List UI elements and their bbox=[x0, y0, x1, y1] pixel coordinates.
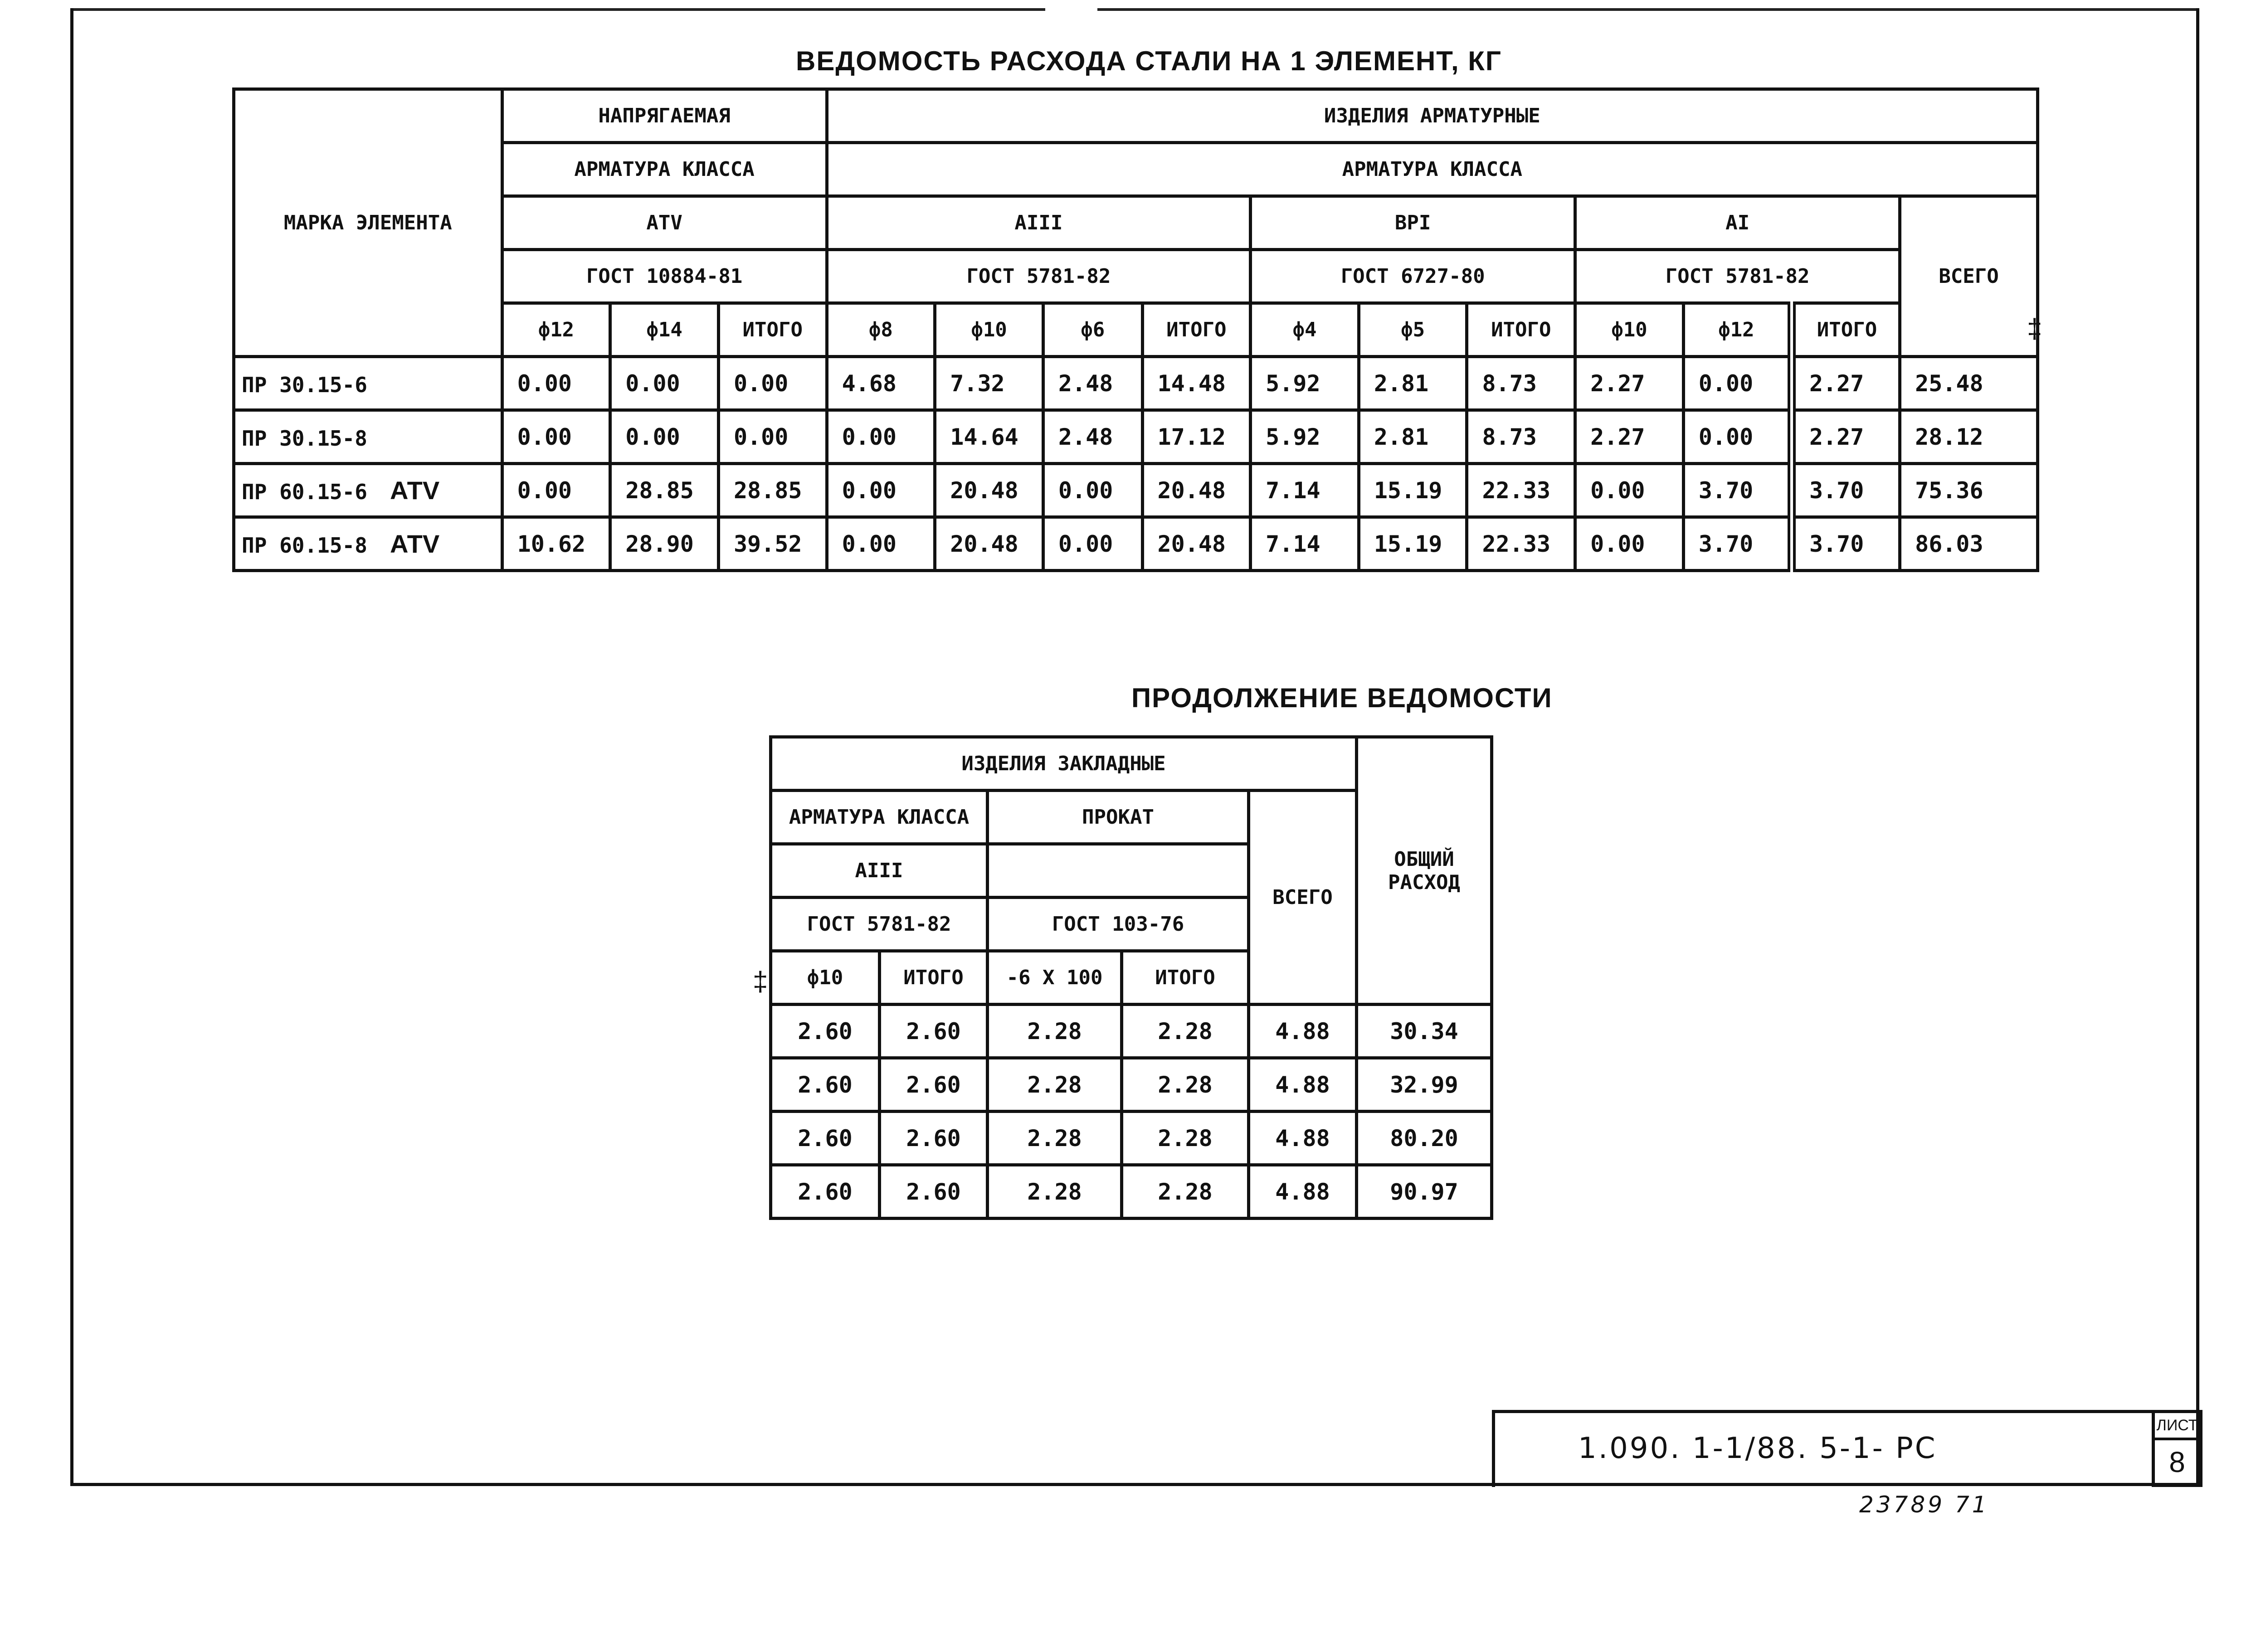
document-code: 1.090. 1-1/88. 5-1- РС bbox=[1578, 1432, 1937, 1465]
rolled-header: ПРОКАТ bbox=[988, 791, 1249, 844]
table-cell: 0.00 bbox=[502, 410, 610, 464]
embedded-items-table bbox=[769, 735, 1493, 1220]
table-cell: 4.88 bbox=[1249, 1165, 1357, 1219]
sub-header: ф10 bbox=[935, 303, 1043, 357]
table-cell: 2.60 bbox=[880, 1112, 988, 1165]
table-cell: 2.27 bbox=[1792, 357, 1900, 410]
class-atv: АТV bbox=[502, 196, 827, 250]
table-cell: 2.81 bbox=[1359, 357, 1467, 410]
table-cell: 4.88 bbox=[1249, 1005, 1357, 1058]
table-cell: 90.97 bbox=[1357, 1165, 1492, 1219]
rolled-class-empty bbox=[988, 844, 1249, 898]
table-cell: 2.60 bbox=[771, 1165, 880, 1219]
dimension-tick: ‡ bbox=[2027, 313, 2042, 344]
table-cell: 10.62 bbox=[502, 517, 610, 571]
gost-vri: ГОСТ 6727-80 bbox=[1251, 250, 1575, 303]
table-cell: 2.60 bbox=[880, 1165, 988, 1219]
table-cell: 2.27 bbox=[1792, 410, 1900, 464]
sub-header: ф6 bbox=[1043, 303, 1142, 357]
table-cell: 0.00 bbox=[1575, 517, 1684, 571]
table-cell: 7.14 bbox=[1251, 464, 1359, 517]
table-cell: 2.28 bbox=[1122, 1005, 1249, 1058]
table-cell: 0.00 bbox=[1043, 517, 1142, 571]
table-cell: 30.34 bbox=[1357, 1005, 1492, 1058]
gost-ai: ГОСТ 5781-82 bbox=[1575, 250, 1900, 303]
table-cell: 0.00 bbox=[502, 357, 610, 410]
table-cell: 7.14 bbox=[1251, 517, 1359, 571]
sub-header: ф5 bbox=[1359, 303, 1467, 357]
prestressed-header: НАПРЯГАЕМАЯ bbox=[502, 89, 827, 143]
embedded-total-header: ВСЕГО bbox=[1249, 791, 1357, 1005]
table-cell: 0.00 bbox=[827, 410, 935, 464]
table-row bbox=[234, 517, 2038, 571]
header-row bbox=[771, 737, 1492, 791]
table-cell: 20.48 bbox=[935, 517, 1043, 571]
table-row bbox=[234, 357, 2038, 410]
rebar-class-header: АРМАТУРА КЛАССА bbox=[827, 143, 2037, 196]
element-mark bbox=[234, 410, 502, 464]
embedded-header: ИЗДЕЛИЯ ЗАКЛАДНЫЕ bbox=[771, 737, 1357, 791]
table-cell: 3.70 bbox=[1683, 517, 1792, 571]
table-cell: 0.00 bbox=[827, 517, 935, 571]
table-cell: 32.99 bbox=[1357, 1058, 1492, 1112]
table-cell: 2.28 bbox=[1122, 1112, 1249, 1165]
sub-header: ИТОГО bbox=[1467, 303, 1575, 357]
table1-body bbox=[234, 357, 2038, 571]
mark-suffix: АТV bbox=[390, 530, 440, 558]
sub-header: ф4 bbox=[1251, 303, 1359, 357]
subheader-row bbox=[234, 303, 2038, 357]
sub-header: ф10 bbox=[771, 951, 880, 1005]
element-mark bbox=[234, 357, 502, 410]
table-row bbox=[771, 1112, 1492, 1165]
table-cell: 2.60 bbox=[771, 1112, 880, 1165]
overall-header bbox=[1357, 737, 1492, 1005]
class-aiii: АIII bbox=[827, 196, 1251, 250]
table-cell: 0.00 bbox=[827, 464, 935, 517]
table-cell: 0.00 bbox=[1683, 410, 1792, 464]
table-cell: 4.88 bbox=[1249, 1112, 1357, 1165]
gost-rolled: ГОСТ 103-76 bbox=[988, 898, 1249, 951]
gost-atv: ГОСТ 10884-81 bbox=[502, 250, 827, 303]
table-cell: 2.28 bbox=[988, 1058, 1122, 1112]
table-cell: 2.60 bbox=[880, 1058, 988, 1112]
header-row bbox=[234, 196, 2038, 250]
table-cell: 0.00 bbox=[610, 357, 719, 410]
table-cell: 22.33 bbox=[1467, 517, 1575, 571]
table-cell: 2.28 bbox=[988, 1165, 1122, 1219]
sub-header: ИТОГО bbox=[718, 303, 827, 357]
table-cell: 22.33 bbox=[1467, 464, 1575, 517]
header-row bbox=[234, 250, 2038, 303]
table-cell: 20.48 bbox=[935, 464, 1043, 517]
sheet-number-box bbox=[2152, 1410, 2202, 1487]
header-row bbox=[234, 89, 2038, 143]
table-cell: 4.68 bbox=[827, 357, 935, 410]
table-row bbox=[771, 1005, 1492, 1058]
sheet-label: ЛИСТ bbox=[2155, 1413, 2199, 1440]
sub-header: ф10 bbox=[1575, 303, 1684, 357]
table-cell: 2.28 bbox=[1122, 1058, 1249, 1112]
table-cell: 2.28 bbox=[988, 1112, 1122, 1165]
overall-line1: ОБЩИЙ bbox=[1394, 847, 1454, 871]
table-cell: 15.19 bbox=[1359, 517, 1467, 571]
mark-text: ПР 30.15-8 bbox=[242, 426, 367, 451]
table-cell: 0.00 bbox=[1043, 464, 1142, 517]
mark-text: ПР 30.15-6 bbox=[242, 373, 367, 397]
table-cell: 5.92 bbox=[1251, 410, 1359, 464]
table-cell: 0.00 bbox=[610, 410, 719, 464]
mark-suffix: АТV bbox=[390, 476, 440, 505]
dimension-tick: ‡ bbox=[753, 966, 768, 996]
table-cell: 17.12 bbox=[1142, 410, 1251, 464]
table-cell: 3.70 bbox=[1792, 517, 1900, 571]
table-cell: 86.03 bbox=[1900, 517, 2038, 571]
mark-text: ПР 60.15-6 bbox=[242, 480, 367, 504]
table-cell: 75.36 bbox=[1900, 464, 2038, 517]
class-ai: АI bbox=[1575, 196, 1900, 250]
element-mark bbox=[234, 464, 502, 517]
table-cell: 2.28 bbox=[988, 1005, 1122, 1058]
sub-header: ИТОГО bbox=[1792, 303, 1900, 357]
sub-header: ф14 bbox=[610, 303, 719, 357]
mark-header: МАРКА ЭЛЕМЕНТА bbox=[234, 89, 502, 357]
table-cell: 2.27 bbox=[1575, 410, 1684, 464]
table-cell: 3.70 bbox=[1792, 464, 1900, 517]
table-cell: 0.00 bbox=[1575, 464, 1684, 517]
table-cell: 2.60 bbox=[771, 1005, 880, 1058]
table-cell: 28.90 bbox=[610, 517, 719, 571]
total-header: ВСЕГО bbox=[1900, 196, 2038, 357]
table-row bbox=[234, 410, 2038, 464]
table-row bbox=[771, 1058, 1492, 1112]
table-cell: 3.70 bbox=[1683, 464, 1792, 517]
table-cell: 7.32 bbox=[935, 357, 1043, 410]
sub-header: ф12 bbox=[502, 303, 610, 357]
sub-header: ИТОГО bbox=[1142, 303, 1251, 357]
sub-header: ф12 bbox=[1683, 303, 1792, 357]
continuation-title: ПРОДОЛЖЕНИЕ ВЕДОМОСТИ bbox=[1131, 683, 1553, 713]
table2-body bbox=[771, 1005, 1492, 1219]
table-cell: 14.64 bbox=[935, 410, 1043, 464]
table-cell: 8.73 bbox=[1467, 357, 1575, 410]
sub-header: -6 Х 100 bbox=[988, 951, 1122, 1005]
table-cell: 2.48 bbox=[1043, 357, 1142, 410]
table-row bbox=[771, 1165, 1492, 1219]
table-cell: 20.48 bbox=[1142, 464, 1251, 517]
rebar-class-header: АРМАТУРА КЛАССА bbox=[771, 791, 988, 844]
table-cell: 2.60 bbox=[771, 1058, 880, 1112]
sub-header: ИТОГО bbox=[880, 951, 988, 1005]
mark-text: ПР 60.15-8 bbox=[242, 533, 367, 558]
sheet-number: 8 bbox=[2169, 1446, 2185, 1478]
table-cell: 2.48 bbox=[1043, 410, 1142, 464]
class-vri: ВРI bbox=[1251, 196, 1575, 250]
table-cell: 0.00 bbox=[718, 357, 827, 410]
table-cell: 2.28 bbox=[1122, 1165, 1249, 1219]
sub-header: ИТОГО bbox=[1122, 951, 1249, 1005]
table-cell: 39.52 bbox=[718, 517, 827, 571]
table-cell: 28.85 bbox=[718, 464, 827, 517]
overall-line2: РАСХОД bbox=[1388, 870, 1460, 894]
table-cell: 2.81 bbox=[1359, 410, 1467, 464]
table-cell: 20.48 bbox=[1142, 517, 1251, 571]
sub-header: ф8 bbox=[827, 303, 935, 357]
table-cell: 15.19 bbox=[1359, 464, 1467, 517]
table-cell: 14.48 bbox=[1142, 357, 1251, 410]
header-row bbox=[234, 143, 2038, 196]
table-cell: 5.92 bbox=[1251, 357, 1359, 410]
table-row bbox=[234, 464, 2038, 517]
table-cell: 2.27 bbox=[1575, 357, 1684, 410]
table-cell: 28.12 bbox=[1900, 410, 2038, 464]
rebar-products-header: ИЗДЕЛИЯ АРМАТУРНЫЕ bbox=[827, 89, 2037, 143]
main-title: ВЕДОМОСТЬ РАСХОДА СТАЛИ НА 1 ЭЛЕМЕНТ, КГ bbox=[796, 46, 1502, 76]
table-cell: 28.85 bbox=[610, 464, 719, 517]
table-cell: 25.48 bbox=[1900, 357, 2038, 410]
table-cell: 0.00 bbox=[718, 410, 827, 464]
element-mark bbox=[234, 517, 502, 571]
gost-aiii: ГОСТ 5781-82 bbox=[827, 250, 1251, 303]
table-cell: 0.00 bbox=[1683, 357, 1792, 410]
table-cell: 2.60 bbox=[880, 1005, 988, 1058]
gost-aiii: ГОСТ 5781-82 bbox=[771, 898, 988, 951]
inventory-number: 23789 71 bbox=[1859, 1492, 1989, 1518]
table-cell: 80.20 bbox=[1357, 1112, 1492, 1165]
class-aiii: АIII bbox=[771, 844, 988, 898]
table-cell: 8.73 bbox=[1467, 410, 1575, 464]
table-cell: 4.88 bbox=[1249, 1058, 1357, 1112]
steel-consumption-table bbox=[232, 87, 2039, 572]
prestressed-class-header: АРМАТУРА КЛАССА bbox=[502, 143, 827, 196]
table-cell: 0.00 bbox=[502, 464, 610, 517]
